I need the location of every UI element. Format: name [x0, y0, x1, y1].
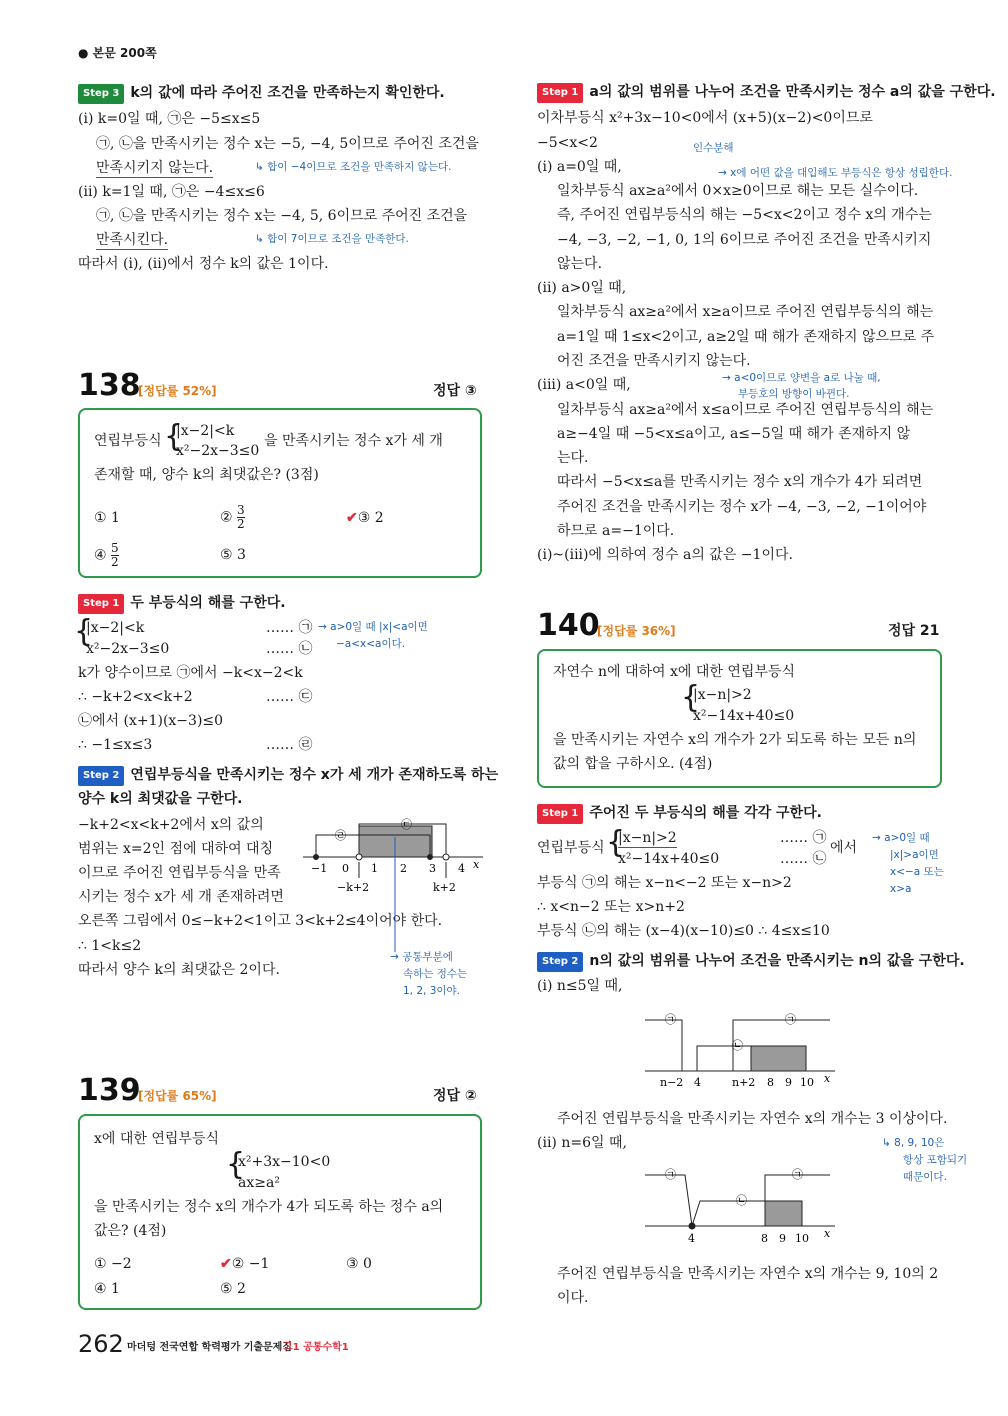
solution-line: 이므로 주어진 연립부등식을 만족 — [78, 865, 281, 881]
correct-rate: [정답률 36%] — [597, 624, 676, 638]
region-mark: ㉢ — [401, 818, 412, 831]
range-left — [645, 1020, 682, 1071]
note-text: 합이 −4이므로 조건을 만족하지 않는다. — [267, 161, 452, 173]
answer-label: 정답 ② — [433, 1088, 477, 1104]
annotation-note: −a<x<a이다. — [336, 638, 406, 650]
solution-line: 시키는 정수 x가 세 개 존재하려면 — [78, 889, 284, 905]
region-mark: ㉡ — [732, 1039, 743, 1052]
correct-rate: [정답률 65%] — [138, 1089, 217, 1103]
open-point — [443, 854, 449, 860]
brace: { — [164, 419, 184, 454]
region-mark: ㉠ — [792, 1168, 803, 1181]
correct-rate: [정답률 52%] — [138, 384, 217, 398]
solution-line: 만족시키지 않는다. — [96, 160, 214, 176]
inequality: |x−n|>2 — [618, 830, 677, 846]
step-title: k의 값에 따라 주어진 조건을 만족하는지 확인한다. — [130, 85, 445, 101]
number-line-diagram — [295, 812, 490, 952]
denominator: 2 — [237, 517, 245, 531]
brace: { — [606, 825, 626, 860]
choice-4[interactable] — [94, 542, 119, 569]
answer-label: 정답 21 — [888, 623, 940, 639]
solution-line: 에서 — [830, 840, 858, 856]
solution-line: (i) a=0일 때, — [537, 159, 622, 175]
region-mark: ㉡ — [736, 1194, 747, 1207]
problem-text: 을 만족시키는 자연수 x의 개수가 2가 되도록 하는 모든 n의 — [553, 732, 917, 748]
fraction — [111, 542, 119, 569]
note-text: 공통부분에 — [402, 951, 453, 963]
annotation-note: → x에 어떤 값을 대입해도 부등식은 항상 성립한다. — [718, 167, 953, 179]
solution-line: x²−2x−3≤0 — [86, 641, 170, 657]
numerator: 5 — [111, 541, 119, 555]
step-title: 양수 k의 최댓값을 구한다. — [78, 791, 243, 807]
choice-5[interactable]: ⑤ 3 — [220, 547, 246, 563]
axis-label: x — [824, 1227, 831, 1240]
solution-line: ㉡에서 (x+1)(x−3)≤0 — [78, 713, 224, 729]
step-title: 주어진 두 부등식의 해를 각각 구한다. — [589, 805, 822, 821]
solution-line: 따라서 양수 k의 최댓값은 2이다. — [78, 962, 280, 978]
solution-line: 일차부등식 ax≥a²에서 x≥a이므로 주어진 연립부등식의 해는 — [557, 304, 934, 320]
solution-line: 범위는 x=2인 점에 대하여 대칭 — [78, 841, 274, 857]
point-label: 8 — [761, 1232, 768, 1245]
step2-heading — [537, 952, 965, 972]
solution-line: 주어진 조건을 만족시키는 정수 x가 −4, −3, −2, −1이어야 — [557, 499, 927, 515]
step-badge: Step 1 — [78, 594, 124, 614]
problem-text: 을 만족시키는 정수 x의 개수가 4가 되도록 하는 정수 a의 — [94, 1199, 444, 1215]
annotation-note: 항상 포함되기 — [903, 1154, 968, 1166]
region-mark: ㉠ — [665, 1168, 676, 1181]
problem-text: 을 만족시키는 정수 x가 세 개 — [264, 433, 443, 449]
page-reference — [78, 44, 157, 62]
problem-number: 138 — [78, 368, 141, 403]
solution-line: 부등식 ㉠의 해는 x−n<−2 또는 x−n>2 — [537, 875, 792, 891]
answer-label: 정답 ③ — [433, 383, 477, 399]
solution-line: |x−2|<k — [86, 620, 145, 636]
solution-line: ∴ −k+2<x<k+2 — [78, 689, 193, 705]
point-label: 4 — [694, 1076, 701, 1089]
closed-point — [427, 854, 433, 860]
step-badge: Step 2 — [537, 952, 583, 972]
solution-line: 이차부등식 x²+3x−10<0에서 (x+5)(x−2)<0이므로 — [537, 110, 873, 126]
choice-1[interactable]: ① 1 — [94, 510, 120, 526]
tick-label: 2 — [400, 862, 407, 875]
problem-box — [78, 408, 482, 578]
step3-heading — [78, 84, 445, 104]
common-region — [765, 1201, 802, 1226]
circle-bullet-icon: ● — [78, 46, 89, 60]
problem-text: 자연수 n에 대하여 x에 대한 연립부등식 — [553, 664, 796, 680]
range-left — [645, 1175, 692, 1226]
numerator: 3 — [237, 503, 245, 517]
solution-line: −k+2<x<k+2에서 x의 값의 — [78, 817, 264, 833]
step-title: 두 부등식의 해를 구한다. — [130, 595, 286, 611]
choice-3[interactable] — [346, 509, 384, 527]
problem-box — [78, 1114, 482, 1310]
annotation-note: ↳ 8, 9, 10은 — [882, 1137, 945, 1149]
note-text: a<0이므로 양변을 a로 나눌 때, — [734, 372, 881, 384]
tick-label: 4 — [458, 862, 465, 875]
point-label: 10 — [800, 1076, 814, 1089]
closed-point — [313, 854, 319, 860]
point-label: 9 — [779, 1232, 786, 1245]
solution-line: 하므로 a=−1이다. — [557, 523, 675, 539]
choice-text: ③ 2 — [357, 510, 384, 526]
problem-number: 139 — [78, 1073, 141, 1108]
solution-line: (ii) k=1일 때, ㉠은 −4≤x≤6 — [78, 184, 265, 200]
point-label: −k+2 — [337, 881, 370, 894]
point-label: k+2 — [433, 881, 456, 894]
region-mark: ㉠ — [665, 1013, 676, 1026]
step1-heading — [537, 83, 996, 103]
tick-label: 3 — [429, 862, 436, 875]
denominator: 2 — [111, 555, 119, 569]
step-title: 연립부등식을 만족시키는 정수 x가 세 개가 존재하도록 하는 — [130, 767, 499, 783]
solution-line: ㉠, ㉡을 만족시키는 정수 x는 −5, −4, 5이므로 주어진 조건을 — [96, 136, 479, 152]
annotation-note: x<−a 또는 — [890, 866, 944, 878]
page-number: 262 — [78, 1330, 124, 1358]
solution-line: a=1일 때 1≤x<2이고, a≥2일 때 해가 존재하지 않으므로 주 — [557, 329, 935, 345]
point-label: 10 — [795, 1232, 809, 1245]
solution-line: 연립부등식 — [537, 840, 605, 856]
choice-3[interactable]: ③ 0 — [346, 1256, 372, 1272]
reference-text: 본문 200쪽 — [92, 46, 157, 60]
solution-line: 주어진 연립부등식을 만족시키는 자연수 x의 개수는 9, 10의 2 — [557, 1266, 939, 1282]
number-line-diagram-1 — [640, 1008, 840, 1093]
choice-4[interactable]: ④ 1 — [94, 1281, 120, 1297]
solution-line: 즉, 주어진 연립부등식의 해는 −5<x<2이고 정수 x의 개수는 — [557, 207, 932, 223]
checkmark-icon: ✔ — [220, 1256, 232, 1272]
step1-heading — [537, 804, 822, 824]
marker: …… ㉢ — [266, 689, 313, 705]
annotation-note: 부등호의 방향이 바뀐다. — [738, 388, 850, 400]
note-text: a>0일 때 — [884, 832, 930, 844]
marker: …… ㉣ — [266, 737, 313, 753]
solution-line: 오른쪽 그림에서 0≤−k+2<1이고 3<k+2≤4이어야 한다. — [78, 913, 443, 929]
step-title: n의 값의 범위를 나누어 조건을 만족시키는 n의 값을 구한다. — [589, 953, 965, 969]
solution-line: −5<x<2 — [537, 135, 598, 151]
solution-line: k가 양수이므로 ㉠에서 −k<x−2<k — [78, 665, 303, 681]
choice-2[interactable] — [220, 504, 245, 531]
inequality: ax≥a² — [238, 1175, 280, 1191]
number-line-diagram-2 — [640, 1163, 840, 1248]
solution-line: 이다. — [557, 1290, 589, 1306]
solution-line: ∴ −1≤x≤3 — [78, 737, 153, 753]
brace: { — [226, 1147, 246, 1182]
choice-text: ② −1 — [231, 1256, 270, 1272]
solution-line: ∴ x<n−2 또는 x>n+2 — [537, 899, 685, 915]
inequality: |x−n|>2 — [693, 687, 752, 703]
point-label: 8 — [767, 1076, 774, 1089]
solution-line: 만족시킨다. — [96, 232, 169, 248]
annotation-note: 1, 2, 3이야. — [403, 985, 461, 997]
solution-line: (i) k=0일 때, ㉠은 −5≤x≤5 — [78, 111, 261, 127]
solution-line: 따라서 −5<x≤a를 만족시키는 정수 x의 개수가 4가 되려면 — [557, 474, 923, 490]
common-region — [751, 1046, 806, 1071]
annotation-note: → a<0이므로 양변을 a로 나눌 때, — [722, 372, 881, 384]
inequality: x²−14x+40≤0 — [693, 708, 795, 724]
annotation-note: 때문이다. — [903, 1171, 947, 1183]
annotation-note: |x|>a이면 — [890, 849, 939, 861]
note-text: 합이 7이므로 조건을 만족한다. — [267, 233, 409, 245]
annotation-note: → a>0일 때 |x|<a이면 — [318, 621, 428, 633]
problem-box — [537, 649, 942, 788]
solution-line: (i) n≤5일 때, — [537, 978, 623, 994]
annotation-note: → a>0일 때 — [872, 832, 930, 844]
brace: { — [681, 680, 701, 715]
solution-line: 일차부등식 ax≥a²에서 x≤a이므로 주어진 연립부등식의 해는 — [557, 402, 934, 418]
note-text: 8, 9, 10은 — [894, 1137, 945, 1149]
marker: …… ㉠ — [266, 620, 313, 636]
solution-line: a≥−4일 때 −5<x≤a이고, a≤−5일 때 해가 존재하지 않 — [557, 426, 911, 442]
region-mark: ㉣ — [335, 829, 346, 842]
solution-line: 주어진 연립부등식을 만족시키는 자연수 x의 개수는 3 이상이다. — [557, 1111, 948, 1127]
solution-line: 일차부등식 ax≥a²에서 0×x≥0이므로 해는 모든 실수이다. — [557, 183, 919, 199]
tick-label: 1 — [371, 862, 378, 875]
fraction — [237, 504, 245, 531]
choice-1[interactable]: ① −2 — [94, 1256, 132, 1272]
step-badge: Step 2 — [78, 766, 124, 786]
open-point — [356, 854, 362, 860]
point-label: 9 — [785, 1076, 792, 1089]
solution-line: 어진 조건을 만족시키지 않는다. — [557, 353, 751, 369]
marker: …… ㉡ — [780, 851, 827, 867]
inequality: x²−2x−3≤0 — [176, 443, 260, 459]
solution-line: 부등식 ㉡의 해는 (x−4)(x−10)≤0 ∴ 4≤x≤10 — [537, 923, 830, 939]
solution-line: ∴ 1<k≤2 — [78, 938, 142, 954]
inequality: x²−14x+40≤0 — [618, 851, 720, 867]
choice-num: ④ — [94, 547, 107, 564]
subject-label: 고1 공통수학1 — [283, 1342, 349, 1353]
problem-text: 값은? (4점) — [94, 1223, 167, 1239]
marker: …… ㉠ — [780, 830, 827, 846]
problem-text: x에 대한 연립부등식 — [94, 1131, 219, 1147]
point-label: n+2 — [732, 1076, 756, 1089]
annotation-note: ↳ 합이 −4이므로 조건을 만족하지 않는다. — [255, 161, 452, 173]
annotation-note: → 공통부분에 — [390, 951, 453, 963]
solution-line: (ii) a>0일 때, — [537, 280, 627, 296]
annotation-note: 인수분해 — [693, 142, 734, 154]
problem-text: 연립부등식 — [94, 433, 162, 449]
step1-heading — [78, 594, 286, 614]
step-badge: Step 3 — [78, 84, 124, 104]
solution-line: 따라서 (i), (ii)에서 정수 k의 값은 1이다. — [78, 256, 329, 272]
solution-line: (i)~(iii)에 의하여 정수 a의 값은 −1이다. — [537, 547, 793, 563]
step-title: a의 값의 범위를 나누어 조건을 만족시키는 정수 a의 값을 구한다. — [589, 84, 996, 100]
solution-line: (ii) n=6일 때, — [537, 1135, 627, 1151]
step2-heading — [78, 766, 498, 786]
inequality: |x−2|<k — [176, 423, 235, 439]
checkmark-icon: ✔ — [346, 510, 358, 526]
point-label: 4 — [688, 1232, 695, 1245]
point-label: n−2 — [660, 1076, 684, 1089]
annotation-note: x>a — [890, 883, 912, 895]
choice-num: ② — [220, 509, 233, 526]
inequality: x²+3x−10<0 — [238, 1154, 331, 1170]
region-mark: ㉠ — [785, 1013, 796, 1026]
book-title: 마더텅 전국연합 학력평가 기출문제집 — [127, 1342, 293, 1353]
brace: { — [74, 614, 94, 649]
choice-5[interactable]: ⑤ 2 — [220, 1281, 246, 1297]
closed-point — [689, 1223, 696, 1230]
choice-2[interactable] — [220, 1255, 269, 1273]
solution-line: −4, −3, −2, −1, 0, 1의 6이므로 주어진 조건을 만족시키지 — [557, 232, 932, 248]
note-text: x에 어떤 값을 대입해도 부등식은 항상 성립한다. — [730, 167, 953, 179]
problem-text: 값의 합을 구하시오. (4점) — [553, 756, 713, 772]
solution-line: 않는다. — [557, 256, 603, 272]
solution-line: ㉠, ㉡을 만족시키는 정수 x는 −4, 5, 6이므로 주어진 조건을 — [96, 208, 468, 224]
step-badge: Step 1 — [537, 804, 583, 824]
step-badge: Step 1 — [537, 83, 583, 103]
problem-number: 140 — [537, 608, 600, 643]
tick-label: 0 — [342, 862, 349, 875]
annotation-note: 속하는 정수는 — [403, 968, 468, 980]
note-text: a>0일 때 |x|<a이면 — [330, 621, 428, 633]
solution-line: (iii) a<0일 때, — [537, 377, 631, 393]
marker: …… ㉡ — [266, 641, 313, 657]
axis-label: x — [824, 1072, 831, 1085]
axis-label: x — [473, 858, 480, 871]
annotation-note: ↳ 합이 7이므로 조건을 만족한다. — [255, 233, 409, 245]
tick-label: −1 — [311, 862, 328, 875]
problem-text: 존재할 때, 양수 k의 최댓값은? (3점) — [94, 467, 319, 483]
solution-line: 는다. — [557, 450, 589, 466]
